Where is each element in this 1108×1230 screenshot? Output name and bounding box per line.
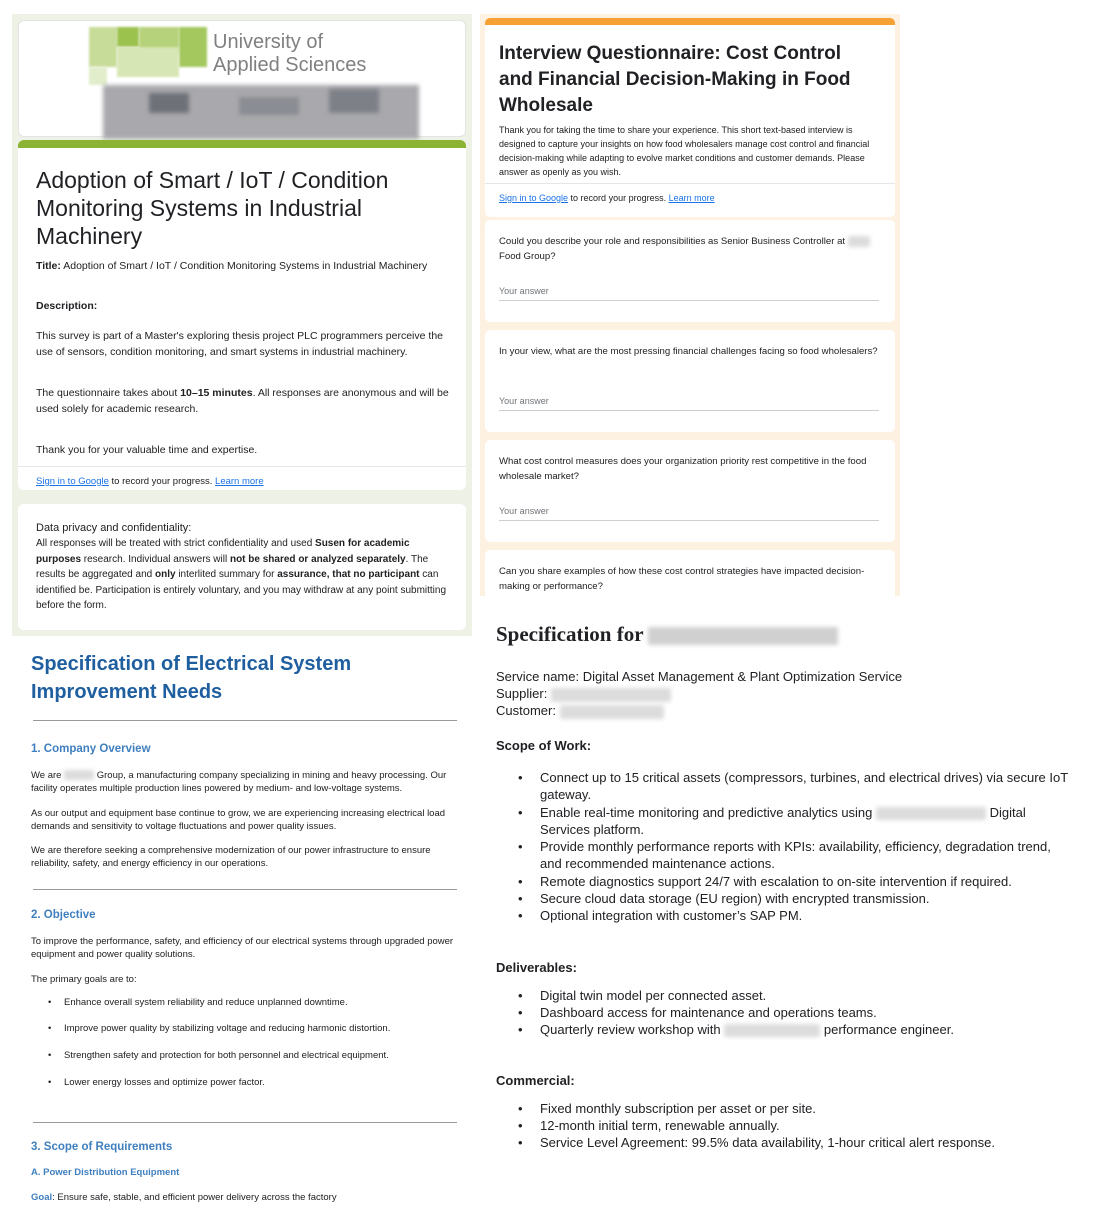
list-item: • Digital twin model per connected asset. [518, 987, 1070, 1004]
section-heading: 3. Scope of Requirements [31, 1141, 173, 1153]
list-item: • Optional integration with customer’s SAP PM. [518, 907, 1070, 924]
duration-paragraph: The questionnaire takes about 10–15 minutes. All responses are anonymous and will be used solely for academic research. [36, 387, 449, 415]
question-card [485, 330, 895, 432]
university-name: University of Applied Sciences [213, 31, 367, 76]
document-title: Specification for [496, 622, 838, 647]
divider [18, 466, 466, 467]
question-card [485, 220, 895, 322]
sign-in-link[interactable]: Sign in to Google [36, 476, 109, 487]
supplier-line: Supplier: [496, 685, 671, 702]
thanks-paragraph: Thank you for your valuable time and expertise. [36, 444, 258, 456]
signin-row: Sign in to Google to record your progress. Learn more [36, 476, 264, 487]
survey-form-iot [12, 14, 472, 636]
signin-row: Sign in to Google to record your progress. Learn more [499, 193, 715, 203]
privacy-card [18, 504, 466, 630]
list-item: • Service Level Agreement: 99.5% data availability, 1-hour critical alert response. [518, 1134, 1070, 1151]
paragraph: We are Group, a manufacturing company specializing in mining and heavy processing. Our facility operates multiple production lines powered by medium- and low-voltage systems. [31, 770, 447, 794]
list-item: • Lower energy losses and optimize power factor. [48, 1077, 265, 1088]
privacy-heading: Data privacy and confidentiality: [36, 522, 192, 534]
question-text: Can you share examples of how these cost control strategies have impacted decision-making or performance? [499, 566, 865, 592]
title-line: Title: Adoption of Smart / IoT / Condition Monitoring Systems in Industrial Machinery [36, 260, 428, 272]
list-item: • Dashboard access for maintenance and operations teams. [518, 1004, 1070, 1021]
answer-input[interactable]: Your answer [499, 396, 879, 411]
form-description-card [18, 140, 466, 490]
description-label: Description: [36, 300, 98, 312]
section-heading: 2. Objective [31, 909, 96, 921]
divider [33, 720, 457, 721]
goal-line: Goal: Ensure safe, stable, and efficient power delivery across the factory [31, 1192, 337, 1203]
document-title: Specification of Electrical System Improvement Needs [31, 653, 352, 703]
interview-questionnaire-form [480, 14, 900, 596]
list-item: • Remote diagnostics support 24/7 with escalation to on-site intervention if required. [518, 873, 1070, 890]
list-item: • Connect up to 15 critical assets (compressors, turbines, and electrical drives) via secure IoT gateway. [518, 769, 1070, 803]
section-heading: 1. Company Overview [31, 743, 151, 755]
list-item: • Strengthen safety and protection for both personnel and electrical equipment. [48, 1050, 389, 1061]
list-item: • Provide monthly performance reports with KPIs: availability, efficiency, degradation trend, and recommended maintenance actions. [518, 838, 1070, 872]
question-text: In your view, what are the most pressing financial challenges facing so food wholesalers? [499, 346, 878, 357]
question-card [485, 440, 895, 542]
list-item: • Improve power quality by stabilizing voltage and reducing harmonic distortion. [48, 1023, 390, 1034]
list-item: • 12-month initial term, renewable annually. [518, 1117, 1070, 1134]
electrical-spec-document [0, 640, 476, 1230]
section-heading: Scope of Work: [496, 738, 592, 753]
form-header-banner [18, 20, 466, 137]
section-heading: Commercial: [496, 1073, 575, 1088]
form-title: Adoption of Smart / IoT / Condition Monitoring Systems in Industrial Machinery [36, 167, 389, 249]
interview-intro: Thank you for taking the time to share your experience. This short text-based interview is designed to capture your insights on how food wholesalers manage cost control and financial decision-making while adapting to evolve market conditions and customer demands. Please answer as openly as you wish. [499, 125, 870, 177]
list-item: • Enhance overall system reliability and reduce unplanned downtime. [48, 997, 348, 1008]
list-item: • Secure cloud data storage (EU region) with encrypted transmission. [518, 890, 1070, 907]
list-item: • Enable real-time monitoring and predictive analytics using Digital Services platform. [518, 804, 1070, 838]
learn-more-link[interactable]: Learn more [668, 193, 715, 203]
interview-header-card [485, 18, 895, 217]
question-text: Could you describe your role and responsibilities as Senior Business Controller at Food Group? [499, 234, 879, 264]
divider [485, 183, 895, 184]
description-paragraph: This survey is part of a Master's exploring thesis project PLC programmers perceive the use of sensors, condition monitoring, and smart systems in industrial machinery. [36, 330, 443, 358]
section-heading: Deliverables: [496, 960, 577, 975]
paragraph: As our output and equipment base continue to grow, we are experiencing increasing electrical load demands and sensitivity to voltage fluctuations and power quality issues. [31, 808, 446, 832]
paragraph: To improve the performance, safety, and efficiency of our electrical systems through upgraded power equipment and power quality solutions. [31, 936, 454, 960]
privacy-text: All responses will be treated with strict confidentiality and used Susen for academic purposes research. Individual answers will not be shared or analyzed separately. The results be aggregated and only interlited summary for assurance, that no participant can identified be. Participation is entirely voluntary, and you may withdraw at any point submitting before the form. [36, 538, 447, 611]
answer-input[interactable]: Your answer [499, 286, 879, 301]
paragraph: The primary goals are to: [31, 974, 137, 985]
question-card [485, 550, 895, 596]
sign-in-link[interactable]: Sign in to Google [499, 193, 569, 203]
list-item: • Quarterly review workshop with performance engineer. [518, 1021, 1070, 1038]
service-name: Service name: Digital Asset Management & Plant Optimization Service [496, 669, 903, 684]
question-text: What cost control measures does your organization priority rest competitive in the food wholesale market? [499, 456, 867, 482]
subsection-heading: A. Power Distribution Equipment [31, 1167, 180, 1178]
service-spec-document [480, 600, 1108, 1230]
paragraph: We are therefore seeking a comprehensive modernization of our power infrastructure to ensure reliability, safety, and energy efficiency in our operations. [31, 845, 431, 869]
list-item: • Fixed monthly subscription per asset or per site. [518, 1100, 1070, 1117]
interview-title: Interview Questionnaire: Cost Control and Financial Decision-Making in Food Wholesale [499, 43, 851, 116]
customer-line: Customer: [496, 702, 664, 719]
answer-input[interactable]: Your answer [499, 506, 879, 521]
divider [33, 889, 457, 890]
divider [33, 1122, 457, 1123]
learn-more-link[interactable]: Learn more [215, 476, 264, 487]
